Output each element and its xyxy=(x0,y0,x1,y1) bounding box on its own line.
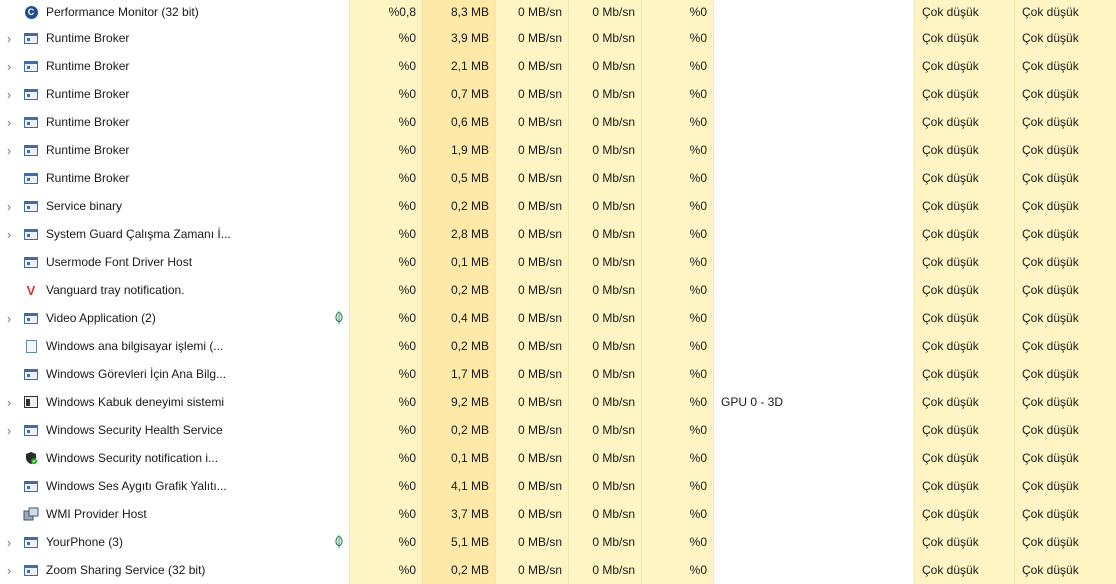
gpu-engine-value xyxy=(714,220,914,248)
app-window-icon xyxy=(22,192,40,220)
memory-value: 0,6 MB xyxy=(422,108,495,136)
gpu-value: %0 xyxy=(641,276,714,304)
app-window-icon xyxy=(22,24,40,52)
memory-value: 3,7 MB xyxy=(422,500,495,528)
gpu-engine-value xyxy=(714,304,914,332)
expand-chevron-icon xyxy=(0,472,18,500)
memory-value: 4,1 MB xyxy=(422,472,495,500)
process-name: Zoom Sharing Service (32 bit) xyxy=(46,563,206,577)
gpu-value: %0 xyxy=(641,304,714,332)
efficiency-slot xyxy=(330,52,348,80)
gpu-engine-value: GPU 0 - 3D xyxy=(721,395,784,409)
expand-chevron-icon[interactable]: › xyxy=(6,422,12,438)
table-row[interactable] xyxy=(0,528,1116,556)
memory-value: 0,2 MB xyxy=(422,416,495,444)
memory-value: 1,9 MB xyxy=(422,136,495,164)
cpu-value: %0 xyxy=(349,80,422,108)
network-value: 0 Mb/sn xyxy=(568,388,641,416)
disk-value: 0 MB/sn xyxy=(495,528,568,556)
process-name: Vanguard tray notification. xyxy=(46,283,185,297)
efficiency-slot xyxy=(330,192,348,220)
expand-chevron-icon[interactable]: › xyxy=(6,198,12,214)
app-window-icon xyxy=(22,220,40,248)
cpu-value: %0 xyxy=(349,136,422,164)
efficiency-slot xyxy=(330,80,348,108)
memory-value: 0,7 MB xyxy=(422,80,495,108)
memory-value: 0,5 MB xyxy=(422,164,495,192)
network-value: 0 Mb/sn xyxy=(568,472,641,500)
disk-value: 0 MB/sn xyxy=(495,24,568,52)
network-value: 0 Mb/sn xyxy=(568,276,641,304)
cpu-value: %0 xyxy=(349,24,422,52)
cpu-value: %0 xyxy=(349,556,422,584)
process-name: WMI Provider Host xyxy=(46,507,147,521)
efficiency-slot xyxy=(330,220,348,248)
gpu-engine-value xyxy=(714,164,914,192)
power-trend-value: Çok düşük xyxy=(1014,220,1116,248)
process-name: Windows Security notification i... xyxy=(46,451,219,465)
performance-monitor-icon: C xyxy=(22,0,40,24)
cpu-value: %0 xyxy=(349,332,422,360)
power-trend-value: Çok düşük xyxy=(1014,388,1116,416)
table-row[interactable] xyxy=(0,0,1116,24)
power-usage-value: Çok düşük xyxy=(914,416,1014,444)
gpu-value: %0 xyxy=(641,388,714,416)
expand-chevron-icon xyxy=(0,0,18,24)
gpu-value: %0 xyxy=(641,136,714,164)
app-window-icon xyxy=(22,136,40,164)
power-trend-value: Çok düşük xyxy=(1014,332,1116,360)
expand-chevron-icon[interactable]: › xyxy=(6,310,12,326)
network-value: 0 Mb/sn xyxy=(568,0,641,24)
power-trend-value: Çok düşük xyxy=(1014,304,1116,332)
network-value: 0 Mb/sn xyxy=(568,220,641,248)
network-value: 0 Mb/sn xyxy=(568,556,641,584)
disk-value: 0 MB/sn xyxy=(495,164,568,192)
power-usage-value: Çok düşük xyxy=(914,248,1014,276)
table-row[interactable] xyxy=(0,24,1116,52)
gpu-value: %0 xyxy=(641,164,714,192)
gpu-engine-value xyxy=(714,276,914,304)
process-name: Runtime Broker xyxy=(46,87,130,101)
memory-value: 0,2 MB xyxy=(422,556,495,584)
app-window-icon xyxy=(22,52,40,80)
gpu-engine-value xyxy=(714,108,914,136)
disk-value: 0 MB/sn xyxy=(495,472,568,500)
gpu-engine-value xyxy=(714,528,914,556)
cpu-value: %0 xyxy=(349,248,422,276)
gpu-value: %0 xyxy=(641,472,714,500)
security-shield-icon xyxy=(22,444,40,472)
efficiency-slot xyxy=(330,500,348,528)
disk-value: 0 MB/sn xyxy=(495,80,568,108)
efficiency-slot xyxy=(330,332,348,360)
disk-value: 0 MB/sn xyxy=(495,556,568,584)
process-name: Windows Kabuk deneyimi sistemi xyxy=(46,395,225,409)
app-window-icon xyxy=(22,472,40,500)
cpu-value: %0 xyxy=(349,192,422,220)
power-usage-value: Çok düşük xyxy=(914,136,1014,164)
process-name: Windows ana bilgisayar işlemi (... xyxy=(46,339,224,353)
gpu-engine-value xyxy=(714,472,914,500)
process-name: Performance Monitor (32 bit) xyxy=(46,5,199,19)
power-usage-value: Çok düşük xyxy=(914,332,1014,360)
process-name: Runtime Broker xyxy=(46,143,130,157)
memory-value: 3,9 MB xyxy=(422,24,495,52)
gpu-value: %0 xyxy=(641,332,714,360)
disk-value: 0 MB/sn xyxy=(495,0,568,24)
efficiency-slot xyxy=(330,0,348,24)
table-row[interactable] xyxy=(0,80,1116,108)
disk-value: 0 MB/sn xyxy=(495,108,568,136)
gpu-value: %0 xyxy=(641,528,714,556)
app-window-icon xyxy=(22,304,40,332)
gpu-value: %0 xyxy=(641,556,714,584)
expand-chevron-icon[interactable]: › xyxy=(6,86,12,102)
gpu-value: %0 xyxy=(641,416,714,444)
network-value: 0 Mb/sn xyxy=(568,360,641,388)
memory-value: 0,1 MB xyxy=(422,248,495,276)
disk-value: 0 MB/sn xyxy=(495,304,568,332)
expand-chevron-icon xyxy=(0,444,18,472)
disk-value: 0 MB/sn xyxy=(495,500,568,528)
power-trend-value: Çok düşük xyxy=(1014,444,1116,472)
power-usage-value: Çok düşük xyxy=(914,164,1014,192)
network-value: 0 Mb/sn xyxy=(568,304,641,332)
memory-value: 0,1 MB xyxy=(422,444,495,472)
power-trend-value: Çok düşük xyxy=(1014,360,1116,388)
gpu-engine-value xyxy=(714,332,914,360)
expand-chevron-icon xyxy=(0,332,18,360)
network-value: 0 Mb/sn xyxy=(568,332,641,360)
cpu-value: %0 xyxy=(349,416,422,444)
process-name: Runtime Broker xyxy=(46,171,130,185)
vanguard-icon: V xyxy=(26,282,36,298)
expand-chevron-icon[interactable]: › xyxy=(6,142,12,158)
efficiency-leaf-icon xyxy=(330,528,348,556)
network-value: 0 Mb/sn xyxy=(568,80,641,108)
network-value: 0 Mb/sn xyxy=(568,24,641,52)
power-trend-value: Çok düşük xyxy=(1014,276,1116,304)
cpu-value: %0 xyxy=(349,388,422,416)
table-row[interactable] xyxy=(0,220,1116,248)
power-trend-value: Çok düşük xyxy=(1014,24,1116,52)
expand-chevron-icon xyxy=(0,164,18,192)
network-value: 0 Mb/sn xyxy=(568,444,641,472)
disk-value: 0 MB/sn xyxy=(495,444,568,472)
gpu-value: %0 xyxy=(641,500,714,528)
cpu-value: %0 xyxy=(349,528,422,556)
table-row[interactable] xyxy=(0,52,1116,80)
cpu-value: %0 xyxy=(349,52,422,80)
gpu-engine-value xyxy=(714,416,914,444)
efficiency-slot xyxy=(330,276,348,304)
power-trend-value: Çok düşük xyxy=(1014,0,1116,24)
table-row[interactable] xyxy=(0,248,1116,276)
power-trend-value: Çok düşük xyxy=(1014,108,1116,136)
disk-value: 0 MB/sn xyxy=(495,332,568,360)
power-usage-value: Çok düşük xyxy=(914,528,1014,556)
power-usage-value: Çok düşük xyxy=(914,360,1014,388)
gpu-engine-value xyxy=(714,24,914,52)
table-row[interactable] xyxy=(0,136,1116,164)
efficiency-slot xyxy=(330,388,348,416)
memory-value: 8,3 MB xyxy=(422,0,495,24)
gpu-engine-value xyxy=(714,192,914,220)
power-trend-value: Çok düşük xyxy=(1014,248,1116,276)
app-window-icon xyxy=(22,556,40,584)
memory-value: 5,1 MB xyxy=(422,528,495,556)
expand-chevron-icon xyxy=(0,360,18,388)
process-name: Windows Görevleri İçin Ana Bilg... xyxy=(46,367,227,381)
power-trend-value: Çok düşük xyxy=(1014,472,1116,500)
efficiency-slot xyxy=(330,360,348,388)
app-window-icon xyxy=(22,164,40,192)
gpu-engine-value xyxy=(714,0,914,24)
expand-chevron-icon[interactable]: › xyxy=(6,534,12,550)
power-trend-value: Çok düşük xyxy=(1014,80,1116,108)
efficiency-slot xyxy=(330,136,348,164)
expand-chevron-icon[interactable]: › xyxy=(6,226,12,242)
gpu-engine-value xyxy=(714,360,914,388)
memory-value: 0,2 MB xyxy=(422,192,495,220)
gpu-engine-value xyxy=(714,444,914,472)
app-window-icon xyxy=(22,360,40,388)
memory-value: 0,2 MB xyxy=(422,332,495,360)
gpu-value: %0 xyxy=(641,192,714,220)
cpu-value: %0 xyxy=(349,360,422,388)
table-row[interactable] xyxy=(0,472,1116,500)
power-usage-value: Çok düşük xyxy=(914,24,1014,52)
process-name: Windows Ses Aygıtı Grafik Yalıtı... xyxy=(46,479,227,493)
window-frame-icon xyxy=(22,388,40,416)
cpu-value: %0 xyxy=(349,276,422,304)
expand-chevron-icon[interactable]: › xyxy=(6,30,12,46)
table-row[interactable] xyxy=(0,556,1116,584)
expand-chevron-icon[interactable]: › xyxy=(6,394,12,410)
table-row[interactable] xyxy=(0,304,1116,332)
efficiency-slot xyxy=(330,24,348,52)
memory-value: 2,1 MB xyxy=(422,52,495,80)
disk-value: 0 MB/sn xyxy=(495,248,568,276)
power-usage-value: Çok düşük xyxy=(914,444,1014,472)
process-name: Windows Security Health Service xyxy=(46,423,223,437)
efficiency-leaf-icon xyxy=(330,304,348,332)
cpu-value: %0 xyxy=(349,472,422,500)
gpu-value: %0 xyxy=(641,52,714,80)
gpu-engine-value xyxy=(714,80,914,108)
efficiency-slot xyxy=(330,444,348,472)
power-trend-value: Çok düşük xyxy=(1014,164,1116,192)
expand-chevron-icon xyxy=(0,248,18,276)
process-name: YourPhone (3) xyxy=(46,535,123,549)
disk-value: 0 MB/sn xyxy=(495,52,568,80)
disk-value: 0 MB/sn xyxy=(495,276,568,304)
gpu-engine-value xyxy=(714,500,914,528)
disk-value: 0 MB/sn xyxy=(495,220,568,248)
efficiency-slot xyxy=(330,416,348,444)
cpu-value: %0,8 xyxy=(349,0,422,24)
power-trend-value: Çok düşük xyxy=(1014,136,1116,164)
gpu-value: %0 xyxy=(641,108,714,136)
table-row[interactable] xyxy=(0,388,1116,416)
power-usage-value: Çok düşük xyxy=(914,276,1014,304)
document-icon xyxy=(22,332,40,360)
power-usage-value: Çok düşük xyxy=(914,192,1014,220)
power-trend-value: Çok düşük xyxy=(1014,52,1116,80)
gpu-value: %0 xyxy=(641,24,714,52)
cpu-value: %0 xyxy=(349,500,422,528)
expand-chevron-icon[interactable]: › xyxy=(6,562,12,578)
gpu-engine-value xyxy=(714,248,914,276)
process-name: Runtime Broker xyxy=(46,115,130,129)
power-trend-value: Çok düşük xyxy=(1014,500,1116,528)
memory-value: 1,7 MB xyxy=(422,360,495,388)
power-usage-value: Çok düşük xyxy=(914,500,1014,528)
gpu-engine-value xyxy=(714,52,914,80)
disk-value: 0 MB/sn xyxy=(495,136,568,164)
cpu-value: %0 xyxy=(349,444,422,472)
disk-value: 0 MB/sn xyxy=(495,388,568,416)
app-window-icon xyxy=(22,528,40,556)
table-row[interactable] xyxy=(0,360,1116,388)
network-value: 0 Mb/sn xyxy=(568,528,641,556)
gpu-value: %0 xyxy=(641,360,714,388)
power-usage-value: Çok düşük xyxy=(914,80,1014,108)
gpu-value: %0 xyxy=(641,220,714,248)
table-row[interactable] xyxy=(0,192,1116,220)
process-name: Runtime Broker xyxy=(46,31,130,45)
power-usage-value: Çok düşük xyxy=(914,556,1014,584)
efficiency-slot xyxy=(330,556,348,584)
gpu-value: %0 xyxy=(641,444,714,472)
power-trend-value: Çok düşük xyxy=(1014,528,1116,556)
gpu-engine-value xyxy=(714,556,914,584)
app-window-icon xyxy=(22,416,40,444)
disk-value: 0 MB/sn xyxy=(495,360,568,388)
network-value: 0 Mb/sn xyxy=(568,248,641,276)
network-value: 0 Mb/sn xyxy=(568,136,641,164)
power-usage-value: Çok düşük xyxy=(914,220,1014,248)
disk-value: 0 MB/sn xyxy=(495,192,568,220)
app-window-icon xyxy=(22,108,40,136)
app-window-icon xyxy=(22,80,40,108)
cpu-value: %0 xyxy=(349,304,422,332)
power-usage-value: Çok düşük xyxy=(914,388,1014,416)
network-value: 0 Mb/sn xyxy=(568,52,641,80)
gpu-value: %0 xyxy=(641,248,714,276)
efficiency-slot xyxy=(330,108,348,136)
process-name: Service binary xyxy=(46,199,123,213)
disk-value: 0 MB/sn xyxy=(495,416,568,444)
table-row[interactable] xyxy=(0,276,1116,304)
expand-chevron-icon[interactable]: › xyxy=(6,58,12,74)
network-value: 0 Mb/sn xyxy=(568,108,641,136)
table-row[interactable] xyxy=(0,108,1116,136)
network-value: 0 Mb/sn xyxy=(568,416,641,444)
table-row[interactable] xyxy=(0,416,1116,444)
table-row[interactable] xyxy=(0,500,1116,528)
memory-value: 9,2 MB xyxy=(422,388,495,416)
gpu-value: %0 xyxy=(641,80,714,108)
app-window-icon xyxy=(22,248,40,276)
expand-chevron-icon xyxy=(0,276,18,304)
network-value: 0 Mb/sn xyxy=(568,500,641,528)
efficiency-slot xyxy=(330,164,348,192)
process-name: Video Application (2) xyxy=(46,311,156,325)
process-name: Runtime Broker xyxy=(46,59,130,73)
efficiency-slot xyxy=(330,248,348,276)
wmi-provider-icon xyxy=(22,500,40,528)
table-row[interactable] xyxy=(0,164,1116,192)
memory-value: 0,4 MB xyxy=(422,304,495,332)
cpu-value: %0 xyxy=(349,108,422,136)
cpu-value: %0 xyxy=(349,220,422,248)
network-value: 0 Mb/sn xyxy=(568,192,641,220)
efficiency-slot xyxy=(330,472,348,500)
expand-chevron-icon[interactable]: › xyxy=(6,114,12,130)
table-row[interactable] xyxy=(0,332,1116,360)
power-usage-value: Çok düşük xyxy=(914,472,1014,500)
gpu-value: %0 xyxy=(641,0,714,24)
memory-value: 0,2 MB xyxy=(422,276,495,304)
table-row[interactable] xyxy=(0,444,1116,472)
memory-value: 2,8 MB xyxy=(422,220,495,248)
power-trend-value: Çok düşük xyxy=(1014,192,1116,220)
gpu-engine-value xyxy=(714,136,914,164)
expand-chevron-icon xyxy=(0,500,18,528)
power-usage-value: Çok düşük xyxy=(914,304,1014,332)
cpu-value: %0 xyxy=(349,164,422,192)
power-trend-value: Çok düşük xyxy=(1014,556,1116,584)
network-value: 0 Mb/sn xyxy=(568,164,641,192)
power-usage-value: Çok düşük xyxy=(914,108,1014,136)
power-usage-value: Çok düşük xyxy=(914,52,1014,80)
power-usage-value: Çok düşük xyxy=(914,0,1014,24)
process-name: System Guard Çalışma Zamanı İ... xyxy=(46,227,231,241)
process-name: Usermode Font Driver Host xyxy=(46,255,193,269)
power-trend-value: Çok düşük xyxy=(1014,416,1116,444)
